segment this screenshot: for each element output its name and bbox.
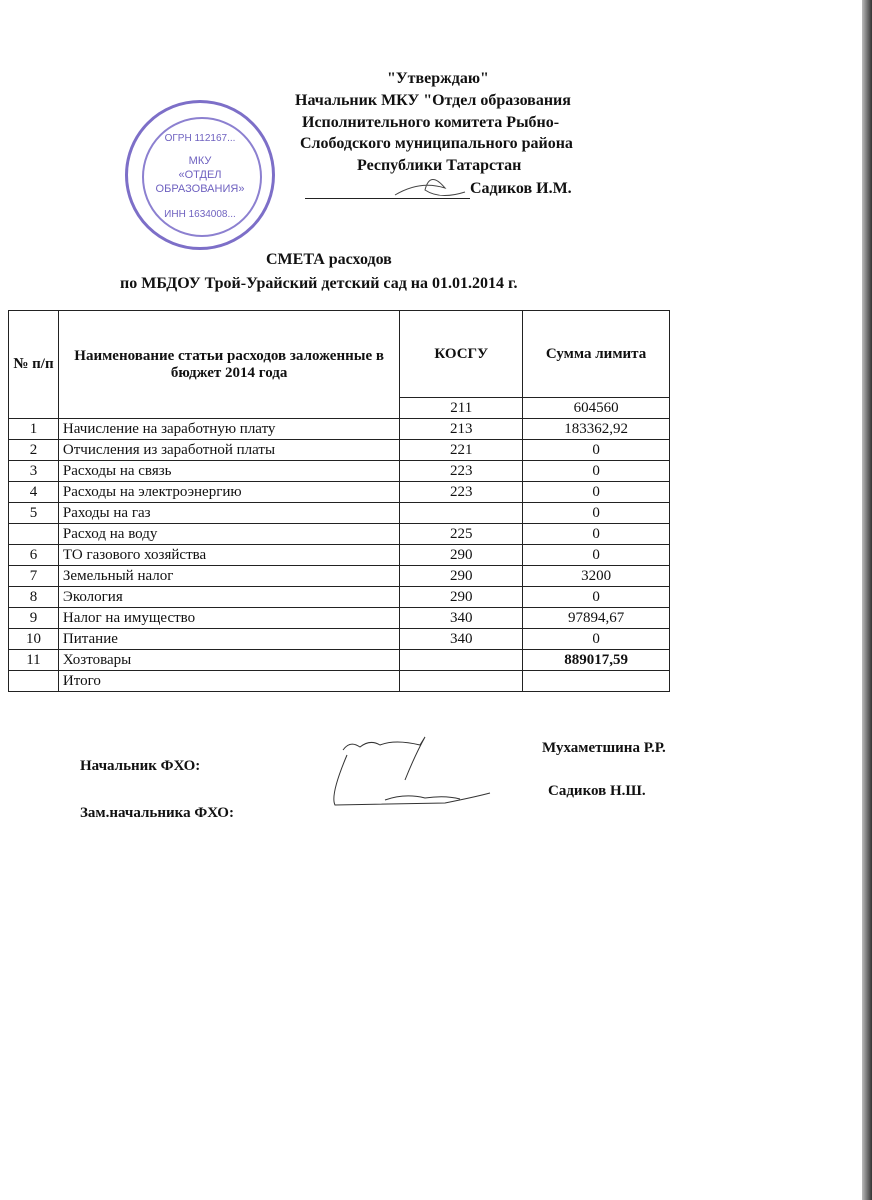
table-row bbox=[9, 461, 670, 482]
table-row bbox=[9, 524, 670, 545]
approval-line: Слободского муниципального района bbox=[300, 135, 573, 152]
budget-table bbox=[8, 310, 670, 692]
header-name: Наименование статьи расходов заложенные в бюджет 2014 года bbox=[58, 311, 399, 419]
kosgu-cell: 290 bbox=[400, 587, 523, 608]
sum-cell: 3200 bbox=[523, 566, 670, 587]
approver-name: Садиков И.М. bbox=[470, 180, 572, 197]
row-num: 5 bbox=[9, 503, 59, 524]
approval-line: Республики Татарстан bbox=[357, 157, 522, 174]
kosgu-cell: 290 bbox=[400, 545, 523, 566]
official-stamp bbox=[125, 100, 275, 250]
sum-cell: 183362,92 bbox=[523, 419, 670, 440]
row-name: Раходы на газ bbox=[58, 503, 399, 524]
document-title: СМЕТА расходов bbox=[266, 251, 392, 268]
sum-cell: 0 bbox=[523, 503, 670, 524]
row-num: 10 bbox=[9, 629, 59, 650]
row-name: Расходы на электроэнергию bbox=[58, 482, 399, 503]
table-row bbox=[9, 482, 670, 503]
table-row bbox=[9, 545, 670, 566]
table-row bbox=[9, 503, 670, 524]
row-name: Питание bbox=[58, 629, 399, 650]
row-num: 2 bbox=[9, 440, 59, 461]
table-row bbox=[9, 650, 670, 671]
kosgu-cell: 211 bbox=[400, 398, 523, 419]
row-num: 1 bbox=[9, 419, 59, 440]
kosgu-cell bbox=[400, 503, 523, 524]
row-num: 4 bbox=[9, 482, 59, 503]
handwritten-signatures bbox=[325, 735, 515, 810]
kosgu-cell bbox=[400, 650, 523, 671]
row-name: Начисление на заработную плату bbox=[58, 419, 399, 440]
kosgu-cell: 223 bbox=[400, 482, 523, 503]
table-row bbox=[9, 419, 670, 440]
sum-cell bbox=[523, 671, 670, 692]
stamp-text: МКУ bbox=[188, 155, 212, 167]
row-num: 8 bbox=[9, 587, 59, 608]
row-num: 7 bbox=[9, 566, 59, 587]
sum-cell: 0 bbox=[523, 629, 670, 650]
approval-line: Начальник МКУ "Отдел образования bbox=[295, 92, 571, 109]
header-kosgu: КОСГУ bbox=[400, 311, 523, 398]
row-num: 6 bbox=[9, 545, 59, 566]
document-subtitle: по МБДОУ Трой-Урайский детский сад на 01.01.2014 г. bbox=[120, 275, 518, 292]
table-row bbox=[9, 587, 670, 608]
table-row bbox=[9, 671, 670, 692]
row-name: Хозтовары bbox=[58, 650, 399, 671]
row-name: Земельный налог bbox=[58, 566, 399, 587]
kosgu-cell: 213 bbox=[400, 419, 523, 440]
row-name: Расходы на связь bbox=[58, 461, 399, 482]
row-num bbox=[9, 524, 59, 545]
table-row bbox=[9, 608, 670, 629]
table-row bbox=[9, 566, 670, 587]
row-name: ТО газового хозяйства bbox=[58, 545, 399, 566]
row-name: Расход на воду bbox=[58, 524, 399, 545]
stamp-inn: ИНН 1634008... bbox=[164, 209, 236, 220]
kosgu-cell: 340 bbox=[400, 629, 523, 650]
sum-cell: 0 bbox=[523, 461, 670, 482]
kosgu-cell: 221 bbox=[400, 440, 523, 461]
approval-heading: "Утверждаю" bbox=[387, 70, 489, 87]
stamp-text: «ОТДЕЛ bbox=[178, 169, 222, 181]
sum-cell: 604560 bbox=[523, 398, 670, 419]
header-num: № п/п bbox=[9, 311, 59, 419]
kosgu-cell: 223 bbox=[400, 461, 523, 482]
row-num: 3 bbox=[9, 461, 59, 482]
sum-cell: 0 bbox=[523, 440, 670, 461]
deputy-label: Зам.начальника ФХО: bbox=[80, 805, 234, 821]
head-label: Начальник ФХО: bbox=[80, 758, 201, 774]
stamp-text: ОБРАЗОВАНИЯ» bbox=[155, 183, 245, 195]
kosgu-cell bbox=[400, 671, 523, 692]
head-name: Мухаметшина Р.Р. bbox=[542, 740, 666, 756]
table-row bbox=[9, 440, 670, 461]
sum-cell: 889017,59 bbox=[523, 650, 670, 671]
kosgu-cell: 225 bbox=[400, 524, 523, 545]
sum-cell: 0 bbox=[523, 545, 670, 566]
sum-cell: 0 bbox=[523, 482, 670, 503]
approver-signature bbox=[390, 170, 470, 205]
row-num: 11 bbox=[9, 650, 59, 671]
table-row bbox=[9, 629, 670, 650]
row-name: Экология bbox=[58, 587, 399, 608]
header-sum: Сумма лимита bbox=[523, 311, 670, 398]
approval-line: Исполнительного комитета Рыбно- bbox=[302, 114, 560, 131]
row-num: 9 bbox=[9, 608, 59, 629]
sum-cell: 0 bbox=[523, 524, 670, 545]
row-name: Отчисления из заработной платы bbox=[58, 440, 399, 461]
kosgu-cell: 290 bbox=[400, 566, 523, 587]
row-name: Итого bbox=[58, 671, 399, 692]
sum-cell: 0 bbox=[523, 587, 670, 608]
sum-cell: 97894,67 bbox=[523, 608, 670, 629]
scan-edge bbox=[862, 0, 872, 1200]
row-num bbox=[9, 671, 59, 692]
stamp-ogrn: ОГРН 112167... bbox=[164, 133, 236, 144]
row-name: Налог на имущество bbox=[58, 608, 399, 629]
kosgu-cell: 340 bbox=[400, 608, 523, 629]
deputy-name: Садиков Н.Ш. bbox=[548, 783, 646, 799]
